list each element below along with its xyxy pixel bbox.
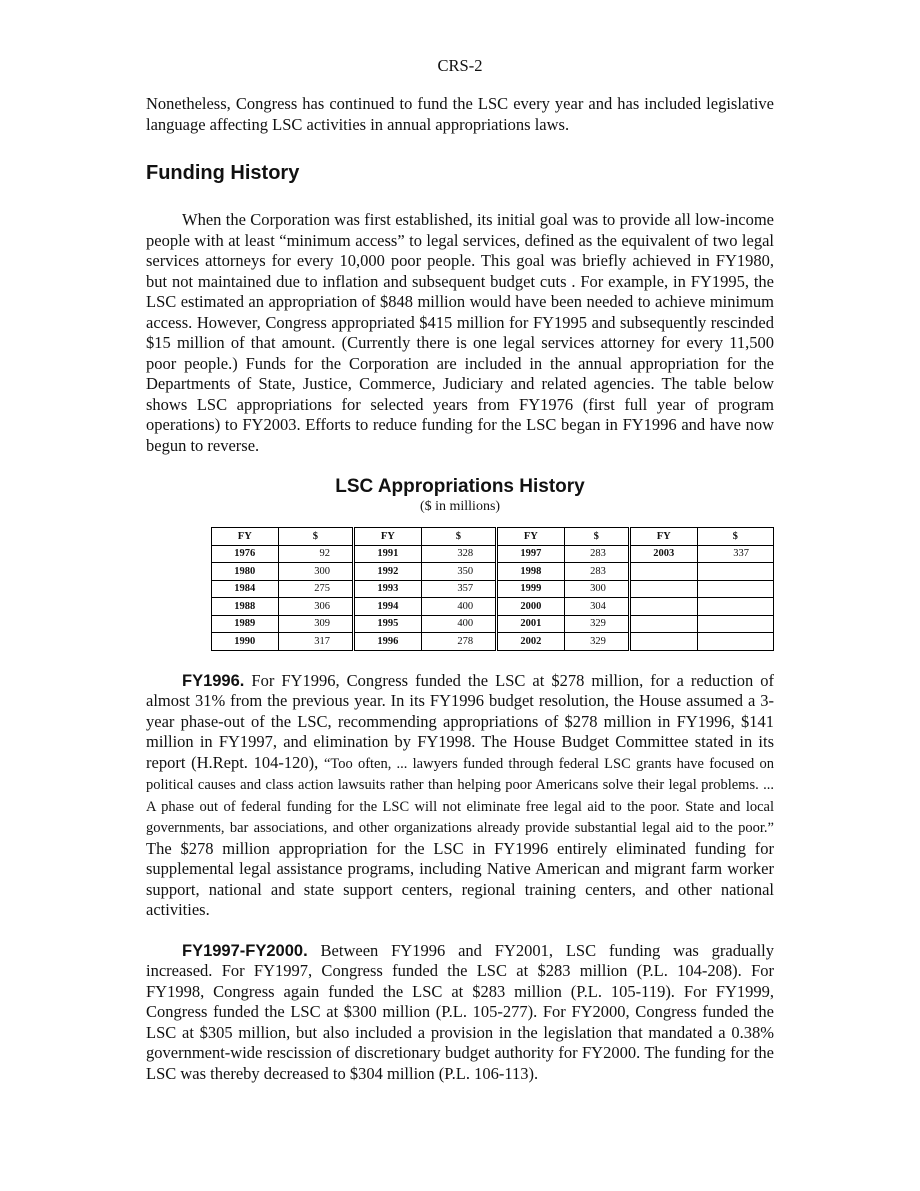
fy-cell: 1996 — [354, 633, 422, 651]
amount-cell: 300 — [278, 563, 353, 581]
fy-cell: 1998 — [497, 563, 565, 581]
fy-cell — [629, 563, 697, 581]
header-amount: $ — [278, 528, 353, 546]
amount-cell — [697, 598, 773, 616]
table-title: LSC Appropriations History — [335, 476, 585, 497]
fy1997-fy2000-text: Between FY1996 and FY2001, LSC funding was gradually increased. For FY1997, Congress funded the LSC at $283 million (P.L. 104-208). For FY1998, Congress again funded the LSC at $283 million (P.L. 105-119). For FY1999, Congress funded the LSC at $300 million (P.L. 105-277). For FY2000, Congress funded the LSC at $305 million, but also included a provision in the legislation that mandated a 0.38% government-wide rescission of discretionary budget authority for FY2000. The funding for the LSC was thereby decreased to $304 million (P.L. 106-113). — [146, 940, 774, 1083]
fy-cell: 1993 — [354, 580, 422, 598]
header-amount: $ — [697, 528, 773, 546]
fy1996-lead: FY1996. — [182, 671, 245, 690]
fy1997-fy2000-lead: FY1997-FY2000. — [182, 941, 308, 960]
fy-cell: 1995 — [354, 615, 422, 633]
intro-paragraph: Nonetheless, Congress has continued to fund the LSC every year and has included legislative language affecting LSC activities in annual appropriations laws. — [146, 94, 774, 134]
amount-cell: 400 — [421, 615, 496, 633]
table-header-row — [212, 528, 774, 546]
amount-cell: 92 — [278, 545, 353, 563]
fy-cell — [629, 580, 697, 598]
fy-cell: 1992 — [354, 563, 422, 581]
amount-cell: 300 — [564, 580, 629, 598]
table-row — [212, 580, 774, 598]
fy-cell — [629, 598, 697, 616]
amount-cell: 350 — [421, 563, 496, 581]
table-row — [212, 563, 774, 581]
table-subtitle: ($ in millions) — [419, 499, 501, 514]
amount-cell: 317 — [278, 633, 353, 651]
amount-cell — [697, 633, 773, 651]
header-fy: FY — [354, 528, 422, 546]
fy-cell: 1980 — [212, 563, 279, 581]
fy-cell: 1984 — [212, 580, 279, 598]
amount-cell: 337 — [697, 545, 773, 563]
table-row — [212, 615, 774, 633]
amount-cell: 283 — [564, 545, 629, 563]
fy-cell: 1989 — [212, 615, 279, 633]
amount-cell: 283 — [564, 563, 629, 581]
fy-cell: 1999 — [497, 580, 565, 598]
fy-cell: 1991 — [354, 545, 422, 563]
table-row — [212, 633, 774, 651]
fy-cell: 1994 — [354, 598, 422, 616]
amount-cell — [697, 580, 773, 598]
header-fy: FY — [212, 528, 279, 546]
fy-cell: 1997 — [497, 545, 565, 563]
header-fy: FY — [629, 528, 697, 546]
fy1996-text-a: For FY1996, Congress funded the LSC at $278 million, for a reduction of almost 31% from the previous year. In its FY1996 budget resolution, the House assumed a 3-year phase-out of the LSC, recommending appropriations of $278 million in FY1996, $141 million in FY1997, and elimination by FY1998. The House Budget Committee stated in its report (H.Rept. 104-120), — [146, 670, 774, 772]
amount-cell: 329 — [564, 615, 629, 633]
amount-cell: 357 — [421, 580, 496, 598]
amount-cell: 278 — [421, 633, 496, 651]
header-amount: $ — [421, 528, 496, 546]
section-heading: Funding History — [146, 162, 300, 184]
document-body — [146, 94, 774, 1084]
table-row — [212, 598, 774, 616]
header-amount: $ — [564, 528, 629, 546]
fy1996-quote: “Too often, ... lawyers funded through federal LSC grants have focused on political causes and class action lawsuits rather than helping poor Americans solve their legal problems. ... A phase out of federal funding for the LSC will not eliminate free legal aid to the poor. State and local governments, bar associations, and other organizations already provide substantial legal aid to the poor.” — [146, 755, 774, 836]
fy-cell: 2000 — [497, 598, 565, 616]
fy1997-fy2000-paragraph — [146, 941, 774, 1085]
fy-cell: 2002 — [497, 633, 565, 651]
amount-cell: 306 — [278, 598, 353, 616]
amount-cell — [697, 563, 773, 581]
funding-history-paragraph: When the Corporation was first established, its initial goal was to provide all low-income people with at least “minimum access” to legal services, defined as the equivalent of two legal services attorneys for every 10,000 poor people. This goal was briefly achieved in FY1980, but not maintained due to inflation and subsequent budget cuts . For example, in FY1995, the LSC estimated an appropriation of $848 million would have been needed to achieve minimum access. However, Congress appropriated $415 million for FY1995 and subsequently rescinded $15 million of that amount. (Currently there is one legal services attorney for every 11,500 poor people.) Funds for the Corporation are included in the annual appropriation for the Departments of State, Justice, Commerce, Judiciary and related agencies. The table below shows LSC appropriations for selected years from FY1976 (first full year of program operations) to FY2003. Efforts to reduce funding for the LSC began in FY1996 and have now begun to reverse. — [146, 210, 774, 455]
amount-cell: 400 — [421, 598, 496, 616]
fy-cell: 1990 — [212, 633, 279, 651]
fy-cell: 1976 — [212, 545, 279, 563]
amount-cell: 309 — [278, 615, 353, 633]
fy-cell: 2001 — [497, 615, 565, 633]
fy-cell: 1988 — [212, 598, 279, 616]
fy1996-text-b: The $278 million appropriation for the LSC in FY1996 entirely eliminated funding for supplemental legal assistance programs, including Native American and migrant farm worker support, national and state support centers, regional training centers, and other national activities. — [146, 838, 774, 919]
fy-cell — [629, 633, 697, 651]
page-number: CRS-2 — [437, 56, 483, 75]
fy-cell: 2003 — [629, 545, 697, 563]
appropriations-table — [211, 527, 774, 651]
header-fy: FY — [497, 528, 565, 546]
amount-cell: 329 — [564, 633, 629, 651]
fy-cell — [629, 615, 697, 633]
amount-cell: 275 — [278, 580, 353, 598]
amount-cell: 304 — [564, 598, 629, 616]
amount-cell — [697, 615, 773, 633]
amount-cell: 328 — [421, 545, 496, 563]
fy1996-paragraph — [146, 671, 774, 921]
table-row — [212, 545, 774, 563]
